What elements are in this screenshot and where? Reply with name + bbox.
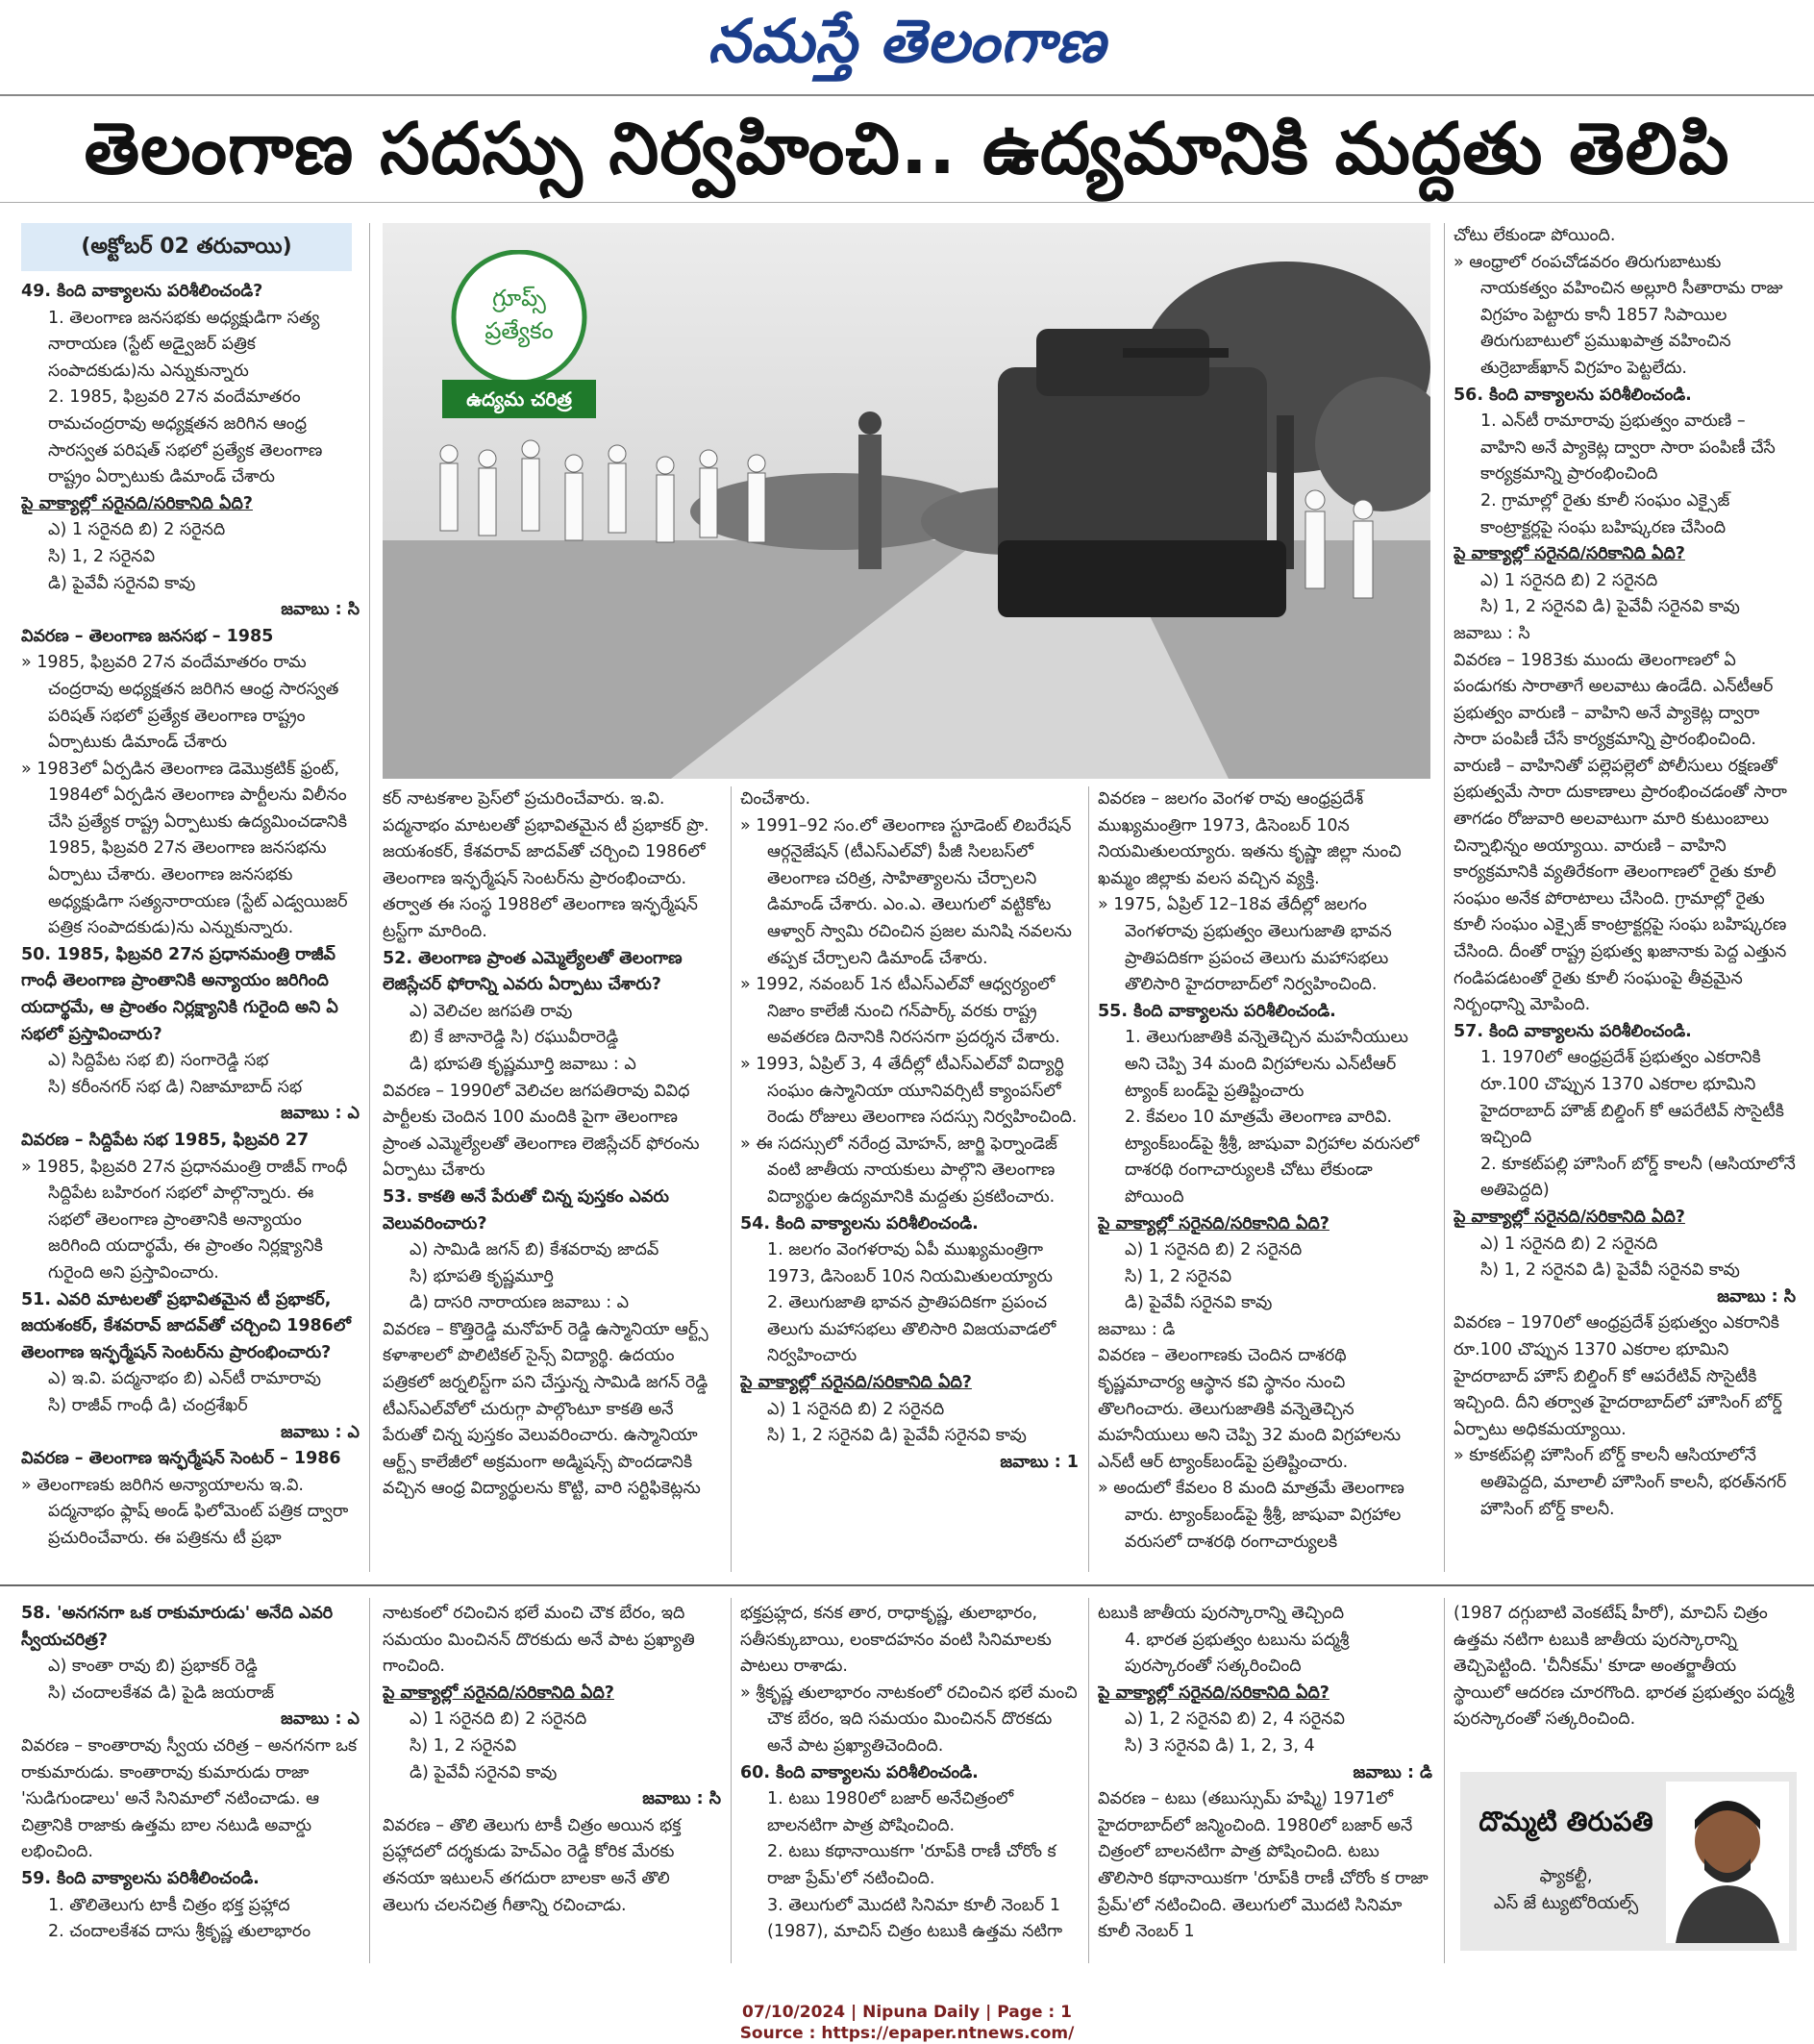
- column-rule: [369, 223, 370, 1572]
- paragraph: ఎ) ఇ.వి. పద్మనాభం బి) ఎన్‌టీ రామారావు: [48, 1369, 321, 1389]
- paragraph: 3. తెలుగులో మొదటి సినిమా కూలీ నెంబర్ 1 (1987), మాచిస్ చిత్రం టబుకి ఉత్తమ నటిగా: [767, 1895, 1063, 1942]
- paragraph: పై వాక్యాల్లో సరైనది/సరికానిది ఏది?: [21, 493, 253, 513]
- paragraph: 1. టబు 1980లో బజార్ అనేచిత్రంలో బాలనటిగా పాత్ర పోషించింది.: [767, 1789, 1014, 1835]
- question-text: 53. కాకతి అనే పేరుతో చిన్న పుస్తకం ఎవరు వెలువరించారు?: [383, 1186, 669, 1234]
- paragraph: ఎ) 1 సరైనది బి) 2 సరైనది: [410, 1709, 587, 1730]
- paragraph: » అందులో కేవలం 8 మంది మాత్రమే తెలంగాణ వారు. ట్యాంక్‌బండ్‌పై శ్రీశ్రీ, జాషువా విగ్రహాల వరుసలో దాశరథి రంగాచార్యులకి: [1098, 1479, 1404, 1552]
- paragraph: వివరణ – 1990లో వెలిచల జగపతిరావు వివిధ పార్టీలకు చెందిన 100 మందికి పైగా తెలంగాణ ప్రాంత ఎమ్మెల్యేలతో తెలంగాణ లెజిస్లేచర్ ఫోరంను ఏర్పాటు చేశారు: [383, 1081, 700, 1181]
- paragraph: వివరణ – సిద్దిపేట సభ 1985, ఫిబ్రవరి 27: [21, 1131, 310, 1150]
- paragraph: (1987 దగ్గుబాటి వెంకటేష్ హీరో), మాచిస్ చిత్రం ఉత్తమ నటిగా టబుకి జాతీయ పురస్కారాన్ని తెచ్చిపెట్టింది. 'చీనీకమ్' కూడా అంతర్జాతీయ స్థాయిలో ఆదరణ చూరగొంది. భారత ప్రభుత్వం పద్మశ్రీ పురస్కారంతో సత్కరించింది.: [1454, 1604, 1795, 1730]
- answer-text: జవాబు : 1: [1000, 1452, 1079, 1472]
- paragraph: పై వాక్యాల్లో సరైనది/సరికానిది ఏది?: [383, 1683, 614, 1703]
- paragraph: » 1985, ఫిబ్రవరి 27న వందేమాతరం రామ చంద్రరావు అధ్యక్షతన జరిగిన ఆంధ్ర సారస్వత పరిషత్ సభలో ప్రత్యేక తెలంగాణ రాష్ట్రం ఏర్పాటుకు డిమాండ్ చేశారు: [21, 653, 339, 753]
- bottom-column-3: [740, 1601, 1079, 1957]
- paragraph: 1. తొలితెలుగు టాకీ చిత్రం భక్త ప్రహ్లాద: [48, 1895, 290, 1915]
- question-text: 52. తెలంగాణ ప్రాంత ఎమ్మెల్యేలతో తెలంగాణ లెజిస్లేచర్ ఫోరాన్ని ఎవరు ఏర్పాటు చేశారు?: [383, 948, 683, 995]
- paragraph: » 1983లో ఏర్పడిన తెలంగాణ డెమొక్రటిక్ ఫ్రంట్, 1984లో ఏర్పడిన తెలంగాణ పార్టీలను విలీనం చేసి ప్రత్యేక రాష్ట్ర ఏర్పాటుకు ఉద్యమించడానికి 1985, ఫిబ్రవరి 27న తెలంగాణ జనసభను ఏర్పాటు చేశారు. తెలంగాణ జనసభకు అధ్యక్షుడిగా సత్యనారాయణ (స్టేట్ ఎడ్వయిజర్ పత్రిక సంపాదకుడు)ను ఎన్నుకున్నారు.: [21, 759, 348, 938]
- paragraph: వివరణ – జలగం వెంగళ రావు ఆంధ్రప్రదేశ్ ముఖ్యమంత్రిగా 1973, డిసెంబర్ 10న నియమితులయ్యారు. ఇతను కృష్ణా జిల్లా నుంచి ఖమ్మం జిల్లాకు వలస వచ్చిన వ్యక్తి.: [1098, 789, 1402, 888]
- paragraph: పై వాక్యాల్లో సరైనది/సరికానిది ఏది?: [1098, 1213, 1329, 1234]
- paragraph: వివరణ – కొత్తిరెడ్డి మనోహర్ రెడ్డి ఉస్మానియా ఆర్ట్స్ కళాశాలలో పొలిటికల్ సైన్స్ విద్యార్థి. ఉదయం పత్రికలో జర్నలిస్ట్‌గా పని చేస్తున్న సామిడి జగన్ రెడ్డి టీఎస్‌ఎల్‌వోలో చురుగ్గా పాల్గొంటూ కాకతి అనే పేరుతో చిన్న పుస్తకం వెలువరించారు. ఉస్మానియా ఆర్ట్స్ కాలేజీలో అక్రమంగా అడ్మిషన్స్ పొందడానికి వచ్చిన ఆంధ్ర విద్యార్థులను కొట్టి, వారి సర్టిఫికెట్లను: [383, 1319, 708, 1499]
- paragraph: సి) చందాలకేశవ డి) పైడి జయరాజ్: [48, 1683, 275, 1703]
- author-name: దొమ్మటి తిరుపతి: [1479, 1806, 1653, 1837]
- paragraph: కర్ నాటకశాల ప్రెస్‌లో ప్రచురించేవారు. ఇ.వి. పద్మనాభం మాటలతో ప్రభావితమైన టీ ప్రభాకర్ ప్రొ. జయశంకర్, కేశవరావ్ జాదవ్‌తో చర్చించి 1986లో తెలంగాణ ఇన్ఫర్మేషన్ సెంటర్‌ను ప్రారంభించారు. తర్వాత ఈ సంస్థ 1988లో తెలంగాణ ఇన్ఫర్మేషన్ ట్రస్ట్‌గా మారింది.: [383, 789, 709, 941]
- author-role-line2: ఎస్ జే ట్యుటోరియల్స్: [1493, 1893, 1639, 1913]
- question-text: 56. కింది వాక్యాలను పరిశీలించండి.: [1454, 385, 1692, 405]
- paragraph: పై వాక్యాల్లో సరైనది/సరికానిది ఏది?: [1098, 1683, 1329, 1703]
- paragraph: పై వాక్యాల్లో సరైనది/సరికానిది ఏది?: [1454, 544, 1685, 564]
- paragraph: పై వాక్యాల్లో సరైనది/సరికానిది ఏది?: [740, 1373, 972, 1393]
- paragraph: » 1991–92 సం.లో తెలంగాణ స్టూడెంట్ లిబరేషన్ ఆర్గనైజేషన్ (టీఎస్‌ఎల్‌వో) పీజీ సిలబస్‌లో తెలంగాణ చరిత్ర, సాహిత్యాలను చేర్చాలని డిమాండ్ చేశారు. ఎం.ఎ. తెలుగులో వట్టికోట ఆళ్వార్ స్వామి రచించిన ప్రజల మనిషి నవలను తప్పక చేర్చాలని డిమాండ్ చేశారు.: [740, 815, 1072, 968]
- paragraph: భక్తప్రహ్లద, కనక తార, రాధాకృష్ణ, తులాభారం, సతీసక్కుబాయి, లంకాదహనం వంటి సినిమాలకు పాటలు రాశాడు.: [740, 1604, 1052, 1677]
- question-text: 49. కింది వాక్యాలను పరిశీలించండి?: [21, 282, 263, 301]
- paragraph: ఎ) వెలిచల జగపతి రావు: [410, 1001, 573, 1021]
- page-footer: [0, 2002, 1814, 2044]
- paragraph: 2. టబు కథానాయికగా 'రూప్‌కి రాణీ చోరోం క రాజా ప్రేమ్'లో నటించింది.: [767, 1842, 1056, 1888]
- paragraph: సి) 1, 2 సరైనవి డి) పైవేవీ సరైనవి కావు: [1480, 597, 1740, 617]
- paragraph: సి) 3 సరైనవి డి) 1, 2, 3, 4: [1125, 1735, 1315, 1756]
- paragraph: » 1992, నవంబర్ 1న టీఎస్‌ఎల్‌వో ఆధ్వర్యంలో నిజాం కాలేజీ నుంచి గన్‌పార్క్ వరకు రాష్ట్ర అవతరణ దినానికి నిరసనగా ప్రదర్శన చేశారు.: [740, 975, 1060, 1048]
- stamp-line2: ప్రత్యేకం: [485, 317, 554, 344]
- paragraph: ఎ) 1 సరైనది బి) 2 సరైనది: [48, 520, 226, 540]
- paragraph: 1. ఎన్‌టీ రామారావు ప్రభుత్వం వారుణి – వాహిని అనే ప్యాకెట్ల ద్వారా సారా పంపిణీ చేసే కార్యక్రమాన్ని ప్రారంభించింది: [1480, 411, 1776, 485]
- bottom-column-1: [21, 1601, 360, 1957]
- question-text: 59. కింది వాక్యాలను పరిశీలించండి.: [21, 1868, 260, 1888]
- paragraph: 2. గ్రామాల్లో రైతు కూలీ సంఘం ఎక్సైజ్ కాంట్రాక్టర్లపై సంఘ బహిష్కరణ చేసింది: [1480, 490, 1730, 537]
- paragraph: టబుకి జాతీయ పురస్కారాన్ని తెచ్చింది: [1098, 1604, 1345, 1623]
- question-text: 57. కింది వాక్యాలను పరిశీలించండి.: [1454, 1021, 1692, 1041]
- paragraph: ఎ) 1 సరైనది బి) 2 సరైనది: [1480, 570, 1658, 590]
- paragraph: » ఈ సదస్సులో నరేంద్ర మోహన్, జార్జి ఫెర్నాండెజ్ వంటి జాతీయ నాయకులు పాల్గొని తెలంగాణ విద్యార్థుల ఉద్యమానికి మద్దతు ప్రకటించారు.: [740, 1134, 1057, 1207]
- paragraph: జవాబు : సి: [1454, 623, 1530, 643]
- paragraph: వివరణ – తెలంగాణకు చెందిన దాశరథి కృష్ణమాచార్య ఆస్థాన కవి స్థానం నుంచి తొలగించారు. తెలుగుజాతికి వన్నెతెచ్చిన మహనీయులు అని చెప్పి 32 మంది విగ్రహాలను ఎన్‌టీ ఆర్ ట్యాంక్‌బండ్‌పై ప్రతిష్టించారు.: [1098, 1346, 1402, 1472]
- paragraph: వివరణ – 1970లో ఆంధ్రప్రదేశ్ ప్రభుత్వం ఎకరానికి రూ.100 చొప్పున 1370 ఎకరాల భూమిని హైదరాబాద్ హౌస్ బిల్డింగ్ కో ఆపరేటివ్ సొసైటీకి ఇచ్చింది. దీని తర్వాత హైదరాబాద్‌లో హౌసింగ్ బోర్డ్ ఏర్పాటు అధికమయ్యాయి.: [1454, 1313, 1782, 1439]
- question-text: 51. ఎవరి మాటలతో ప్రభావితమైన టీ ప్రభాకర్, జయశంకర్, కేశవరావ్ జాదవ్‌తో చర్చించి 1986లో తెలంగాణ ఇన్ఫర్మేషన్ సెంటర్‌ను ప్రారంభించారు?: [21, 1289, 351, 1362]
- paragraph: నాటకంలో రచించిన భలే మంచి చౌక బేరం, ఇది సమయం మించినన్ దొరకుదు అనే పాట ప్రఖ్యాతి గాంచింది.: [383, 1604, 695, 1677]
- paragraph: » తెలంగాణకు జరిగిన అన్యాయాలను ఇ.వి. పద్మనాభం ఫ్లాష్ అండ్ ఫిలోమెంట్ పత్రిక ద్వారా ప్రచురించేవారు. ఈ పత్రికను టీ ప్రభా: [21, 1475, 349, 1548]
- column-5: [1454, 223, 1796, 1572]
- paragraph: 1. 1970లో ఆంధ్రప్రదేశ్ ప్రభుత్వం ఎకరానికి రూ.100 చొప్పున 1370 ఎకరాల భూమిని హైదరాబాద్ హౌజ్ బిల్డింగ్ కో ఆపరేటివ్ సొసైటీకి ఇచ్చింది: [1480, 1048, 1784, 1148]
- paragraph: ఎ) 1 సరైనది బి) 2 సరైనది: [1480, 1234, 1658, 1254]
- paragraph: ఎ) సామిడి జగన్ బి) కేశవరావు జాదవ్: [410, 1240, 659, 1260]
- author-avatar: [1666, 1782, 1789, 1943]
- paragraph: 4. భారత ప్రభుత్వం టబును పద్మశ్రీ పురస్కారంతో సత్కరించింది: [1125, 1630, 1350, 1677]
- question-text: 54. కింది వాక్యాలను పరిశీలించండి.: [740, 1213, 979, 1234]
- paragraph: ఎ) 1, 2 సరైనవి బి) 2, 4 సరైనవి: [1125, 1709, 1345, 1730]
- paragraph: » శ్రీకృష్ణ తులాభారం నాటకంలో రచించిన భలే మంచి చౌక బేరం, ఇది సమయం మించినన్ దొరకదు అనే పాట ప్రఖ్యాతిచెందింది.: [740, 1683, 1078, 1756]
- paragraph: » 1975, ఏప్రిల్ 12–18వ తేదీల్లో జలగం వెంగళరావు ప్రభుత్వం తెలుగుజాతి భావన ప్రాతిపదికగా ప్రపంచ తెలుగు మహాసభలు తొలిసారి హైదరాబాద్‌లో నిర్వహించింది.: [1098, 895, 1392, 995]
- stamp-label: ఉద్యమ చరిత్ర: [466, 387, 572, 411]
- author-box: [1460, 1772, 1797, 1951]
- paragraph: పై వాక్యాల్లో సరైనది/సరికానిది ఏది?: [1454, 1207, 1685, 1227]
- paragraph: 2. తెలుగుజాతి భావన ప్రాతిపదికగా ప్రపంచ తెలుగు మహాసభలు తొలిసారి విజయవాడలో నిర్వహించారు: [767, 1293, 1056, 1366]
- paragraph: 1. తెలుగుజాతికి వన్నెతెచ్చిన మహనీయులు అని చెప్పి 34 మంది విగ్రహాలను ఎన్‌టీఆర్ ట్యాంక్ బండ్‌పై ప్రతిష్టించారు: [1125, 1028, 1408, 1101]
- paragraph: వివరణ – తొలి తెలుగు టాకీ చిత్రం అయిన భక్త ప్రహ్లాదలో దర్శకుడు హెచ్‌ఎం రెడ్డి కోరిక మేరకు తనయా ఇటులన్ తగదురా బాలకా అనే తొలి తెలుగు చలనచిత్ర గీతాన్ని రచించాడు.: [383, 1815, 682, 1915]
- column-rule: [731, 786, 732, 1572]
- bottom-column-5: [1454, 1601, 1796, 1764]
- paragraph: » ఆంధ్రాలో రంపచోడవరం తిరుగుబాటుకు నాయకత్వం వహించిన అల్లూరి సీతారామ రాజు విగ్రహం పెట్టారు కానీ 1857 సిపాయిల తిరుగుబాటులో ప్రముఖపాత్ర వహించిన తుర్రెబాజ్‌ఖాన్ విగ్రహం పెట్టలేదు.: [1454, 252, 1783, 378]
- masthead-logo: నమస్తే తెలంగాణ: [708, 6, 1106, 76]
- paragraph: డి) పైవేవీ సరైనవి కావు: [48, 573, 196, 593]
- answer-text: జవాబు : సి: [281, 600, 360, 620]
- paragraph: వివరణ – టబు (తబుస్సుమ్ హష్మి) 1971లో హైదరాబాద్‌లో జన్మించింది. 1980లో బజార్ అనే చిత్రంలో బాలనటిగా పాత్ర పోషించింది. టబు తొలిసారి కథానాయికగా 'రూప్‌కి రాణీ చోరోం క రాజా ప్రేమ్'లో నటించింది. తెలుగులో మొదటి సినిమా కూలీ నెంబర్ 1: [1098, 1789, 1429, 1942]
- question-text: 55. కింది వాక్యాలను పరిశీలించండి.: [1098, 1001, 1336, 1021]
- footer-date-line: 07/10/2024 | Nipuna Daily | Page : 1: [742, 2003, 1072, 2022]
- paragraph: బి) కే జానారెడ్డి సి) రఘువీరారెడ్డి: [410, 1028, 619, 1048]
- paragraph: జవాబు : డి: [1098, 1319, 1176, 1339]
- paragraph: వివరణ – కాంతారావు స్వీయ చరిత్ర – అనగనగా ఒక రాకుమారుడు. కాంతారావు కుమారుడు రాజా 'సుడిగుండాలు' అనే సినిమాలో నటించాడు. ఆ చిత్రానికి రాజాకు ఉత్తమ బాల నటుడి అవార్డు లభించింది.: [21, 1735, 358, 1862]
- paragraph: సి) కరీంనగర్ సభ డి) నిజామాబాద్ సభ: [48, 1077, 303, 1097]
- paragraph: 2. 1985, ఫిబ్రవరి 27న వందేమాతరం రామచంద్రరావు అధ్యక్షతన జరిగిన ఆంధ్ర సారస్వత పరిషత్ సభలో ప్రత్యేక తెలంగాణ రాష్ట్రం ఏర్పాటుకు డిమాండ్ చేశారు: [48, 387, 323, 487]
- column-rule: [369, 1598, 370, 1963]
- paragraph: సి) 1, 2 సరైనవి డి) పైవేవీ సరైనవి కావు: [1480, 1260, 1740, 1281]
- paragraph: ఎ) 1 సరైనది బి) 2 సరైనది: [1125, 1240, 1303, 1260]
- question-text: 50. 1985, ఫిబ్రవరి 27న ప్రధానమంత్రి రాజీవ్ గాంధీ తెలంగాణ ప్రాంతానికి అన్యాయం జరిగింది యదార్థమే, ఆ ప్రాంతం నిర్లక్ష్యానికి గురైంది అని ఏ సభలో ప్రస్తావించారు?: [21, 944, 338, 1044]
- paragraph: సి) రాజీవ్ గాంధీ డి) చంద్రశేఖర్: [48, 1395, 248, 1415]
- column-3: [740, 786, 1079, 1572]
- paragraph: డి) పైవేవీ సరైనవి కావు: [1125, 1293, 1273, 1313]
- answer-text: జవాబు : సి: [1717, 1286, 1796, 1307]
- answer-text: జవాబు : ఎ: [281, 1422, 360, 1442]
- section-tag: (అక్టోబర్ 02 తరువాయి): [21, 223, 352, 271]
- column-1: [21, 279, 360, 1572]
- paragraph: 2. కేవలం 10 మాత్రమే తెలంగాణ వారివి. ట్యాంక్‌బండ్‌పై శ్రీశ్రీ, జాషువా విగ్రహాల వరుసలో దాశరథి రంగాచార్యులకి చోటు లేకుండా పోయింది: [1125, 1108, 1420, 1207]
- answer-text: జవాబు : డి: [1353, 1762, 1432, 1782]
- paragraph: » కూకట్‌పల్లి హౌసింగ్ బోర్డ్ కాలనీ ఆసియాలోనే అతిపెద్దది, మాలాలీ హౌసింగ్ కాలనీ, భరత్‌నగర్ హౌసింగ్ బోర్డ్ కాలనీ.: [1454, 1446, 1787, 1519]
- paragraph: సి) 1, 2 సరైనవి: [410, 1735, 517, 1756]
- column-rule: [1444, 223, 1445, 1572]
- column-4: [1098, 786, 1432, 1572]
- paragraph: ఎ) కాంతా రావు బి) ప్రభాకర్ రెడ్డి: [48, 1657, 258, 1677]
- paragraph: » 1985, ఫిబ్రవరి 27న ప్రధానమంత్రి రాజీవ్ గాంధీ సిద్దిపేట బహిరంగ సభలో పాల్గొన్నారు. ఈ సభలో తెలంగాణ ప్రాంతానికి అన్యాయం జరిగింది యదార్థమే, ఈ ప్రాంతం నిర్లక్ష్యానికి గురైంది అని ప్రస్తావించారు.: [21, 1157, 348, 1283]
- bottom-section-divider: [0, 1584, 1814, 1586]
- paragraph: 2. చందాలకేశవ దాసు శ్రీకృష్ణ తులాభారం: [48, 1922, 311, 1942]
- column-rule: [1444, 1598, 1445, 1963]
- column-rule: [731, 1598, 732, 1963]
- answer-text: జవాబు : సి: [642, 1789, 721, 1809]
- paragraph: సి) 1, 2 సరైనవి: [1125, 1266, 1232, 1286]
- paragraph: సి) 1, 2 సరైనవి డి) పైవేవీ సరైనవి కావు: [767, 1426, 1027, 1446]
- question-text: 58. 'అనగనగా ఒక రాకుమారుడు' అనేది ఎవరి స్వీయచరిత్ర?: [21, 1604, 334, 1650]
- column-rule: [1088, 1598, 1089, 1963]
- stamp-line1: గ్రూప్స్: [492, 285, 546, 312]
- page-headline: తెలంగాణ సదస్సు నిర్వహించి.. ఉద్యమానికి మద్దతు తెలిపి: [84, 108, 1730, 190]
- paragraph: ఎ) 1 సరైనది బి) 2 సరైనది: [767, 1399, 945, 1419]
- author-role-line1: ఫ్యాకల్టీ,: [1539, 1866, 1593, 1886]
- paragraph: 1. తెలంగాణ జనసభకు అధ్యక్షుడిగా సత్య నారాయణ (స్టేట్ అడ్వైజర్ పత్రిక సంపాదకుడు)ను ఎన్నుకున్నారు: [48, 308, 320, 381]
- paragraph: » 1993, ఏప్రిల్ 3, 4 తేదీల్లో టీఎస్‌ఎల్‌వో విద్యార్థి సంఘం ఉస్మానియా యూనివర్సిటీ క్యాంపస్‌లో రెండు రోజులు తెలంగాణ సదస్సు నిర్వహించింది.: [740, 1054, 1078, 1128]
- paragraph: వివరణ – తెలంగాణ ఇన్ఫర్మేషన్ సెంటర్ – 1986: [21, 1449, 341, 1469]
- paragraph: సి) భూపతి కృష్ణమూర్తి: [410, 1266, 554, 1286]
- author-role: [1470, 1863, 1662, 1917]
- paragraph: డి) పైవేవీ సరైనవి కావు: [410, 1762, 558, 1782]
- groups-special-stamp: [437, 250, 601, 423]
- paragraph: ఎ) సిద్దిపేట సభ బి) సంగారెడ్డి సభ: [48, 1051, 269, 1071]
- paragraph: చించేశారు.: [740, 789, 811, 809]
- column-2: [383, 786, 721, 1572]
- paragraph: 1. జలగం వెంగళరావు ఏపీ ముఖ్యమంత్రిగా 1973, డిసెంబర్ 10న నియమితులయ్యారు: [767, 1240, 1053, 1286]
- headline-divider: [0, 202, 1814, 203]
- answer-text: జవాబు : ఎ: [281, 1709, 360, 1730]
- paragraph: సి) 1, 2 సరైనవి: [48, 546, 156, 566]
- paragraph: డి) భూపతి కృష్ణమూర్తి జవాబు : ఎ: [410, 1054, 636, 1074]
- paragraph: వివరణ – 1983కు ముందు తెలంగాణలో ఏ పండుగకు సారాతాగే అలవాటు ఉండేది. ఎన్‌టీఆర్ ప్రభుత్వం వారుణి – వాహిని అనే ప్యాకెట్ల ద్వారా సారా పంపిణీ చేసే కార్యక్రమాన్ని ప్రారంభించింది. వారుణి – వాహినితో పల్లెపల్లెలో పోలీసులు రక్షణతో ప్రభుత్వమే సారా దుకాణాలు ప్రారంభించడంతో సారా తాగడం రోజువారి అలవాటుగా మారి కుటుంబాలు చిన్నాభిన్నం అయ్యాయి. వారుణి – వాహిని కార్యక్రమానికి వ్యతిరేకంగా తెలంగాణలో రైతు కూలీ సంఘం అనేక పోరాటాలు చేసింది. గ్రామాల్లో రైతు కూలీ సంఘం ఎక్సైజ్ కాంట్రాక్టర్లపై సంఘ బహిష్కరణ చేసింది. దీంతో రాష్ట్ర ప్రభుత్వ ఖజానాకు పెద్ద ఎత్తున గండిపడటంతో రైతు కూలీ సంఘంపై తీవ్రమైన నిర్బంధాన్ని మోపింది.: [1454, 650, 1787, 1015]
- masthead-divider: [0, 94, 1814, 96]
- column-rule: [1088, 786, 1089, 1572]
- paragraph: 2. కూకట్‌పల్లి హౌసింగ్ బోర్డ్ కాలనీ (ఆసియాలోనే అతిపెద్దది): [1480, 1154, 1796, 1201]
- question-text: 60. కింది వాక్యాలను పరిశీలించండి.: [740, 1762, 979, 1782]
- paragraph: డి) దాసరి నారాయణ జవాబు : ఎ: [410, 1293, 630, 1313]
- footer-source-line: Source : https://epaper.ntnews.com/: [739, 2024, 1075, 2043]
- answer-text: జవాబు : ఎ: [281, 1104, 360, 1124]
- paragraph: చోటు లేకుండా పోయింది.: [1454, 226, 1616, 245]
- paragraph: వివరణ – తెలంగాణ జనసభ – 1985: [21, 626, 274, 646]
- bottom-column-2: [383, 1601, 721, 1957]
- bottom-column-4: [1098, 1601, 1432, 1957]
